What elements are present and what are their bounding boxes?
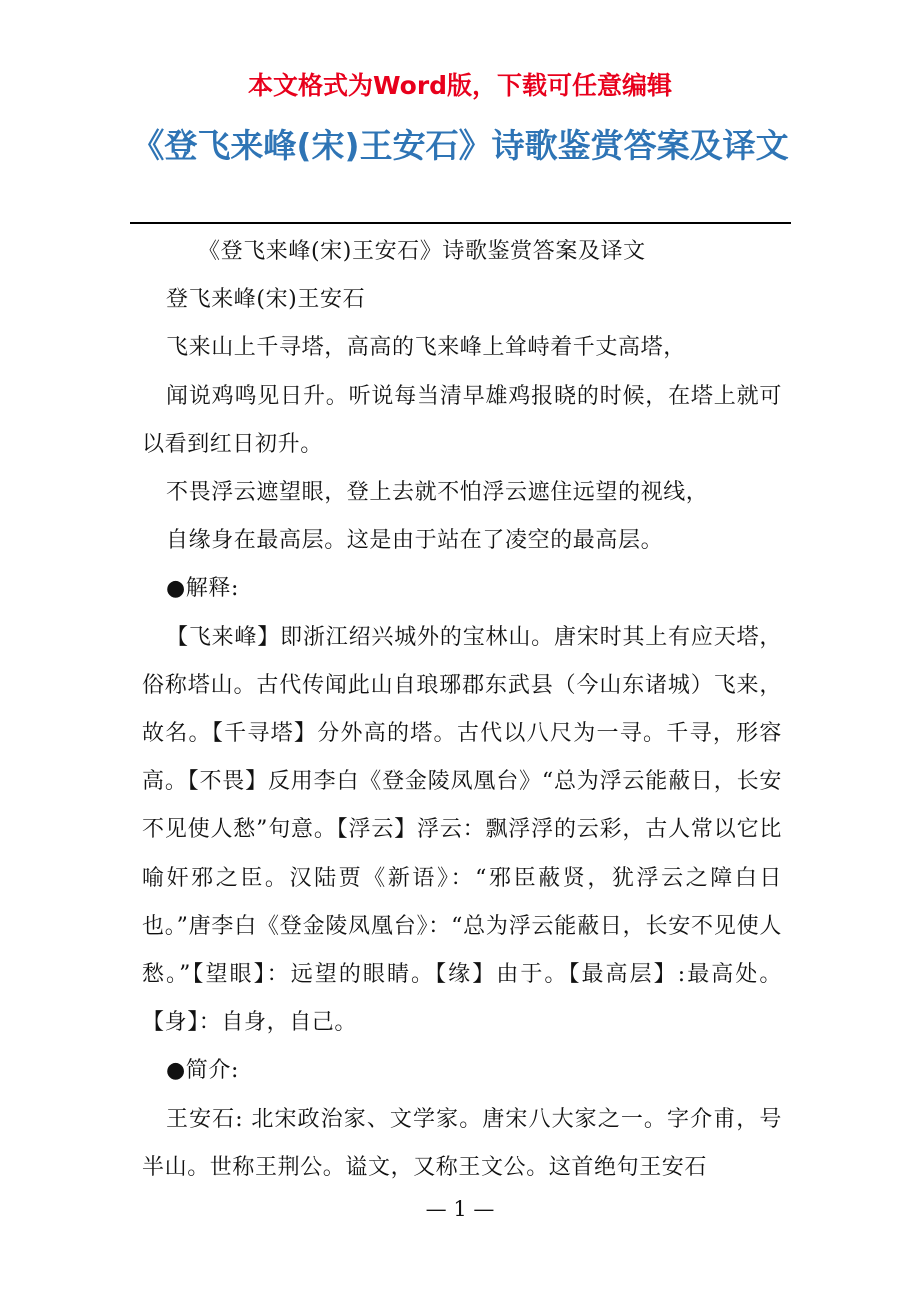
format-notice: 本文格式为Word版，下载可任意编辑 (247, 71, 673, 100)
document-body (142, 228, 782, 1192)
poem-line-4: 自缘身在最高层。这是由于站在了凌空的最高层。 (166, 528, 664, 554)
explain-heading: ●解释: (166, 576, 240, 602)
article-subtitle: 《登飞来峰(宋)王安石》诗歌鉴赏答案及译文 (198, 239, 646, 264)
intro-heading: ●简介: (166, 1058, 240, 1084)
intro-paragraph: 王安石: 北宋政治家、文学家。唐宋八大家之一。字介甫，号半山。世称王荆公。谥文，又称王文公。这首绝句王安石 (142, 1106, 782, 1180)
poem-title: 登飞来峰(宋)王安石 (166, 287, 366, 313)
poem-line-3: 不畏浮云遮望眼，登上去就不怕浮云遮住远望的视线， (166, 480, 709, 506)
poem-line-1: 飞来山上千寻塔，高高的飞来峰上耸峙着千丈高塔， (166, 335, 686, 361)
page-number: — 1 — (425, 1197, 495, 1221)
document-title: 《登飞来峰(宋)王安石》诗歌鉴赏答案及译文 (131, 126, 789, 165)
title-divider (130, 222, 791, 224)
explain-paragraph: 【飞来峰】即浙江绍兴城外的宝林山。唐宋时其上有应天塔，俗称塔山。古代传闻此山自琅琊郡东武县（今山东诸城）飞来，故名。【千寻塔】分外高的塔。古代以八尺为一寻。千寻，形容高。【不畏】反用李白《登金陵凤凰台》“总为浮云能蔽日，长安不见使人愁”句意。【浮云】浮云：飘浮浮的云彩，古人常以它比喻奸邪之臣。汉陆贾《新语》：“邪臣蔽贤，犹浮云之障白日也。”唐李白《登金陵凤凰台》：“总为浮云能蔽日，长安不见使人愁。”【望眼】：远望的眼睛。【缘】由于。【最高层】:最高处。【身】：自身，自己。 (142, 624, 782, 1036)
poem-line-2: 闻说鸡鸣见日升。听说每当清早雄鸡报晓的时候，在塔上就可以看到红日初升。 (142, 383, 782, 457)
